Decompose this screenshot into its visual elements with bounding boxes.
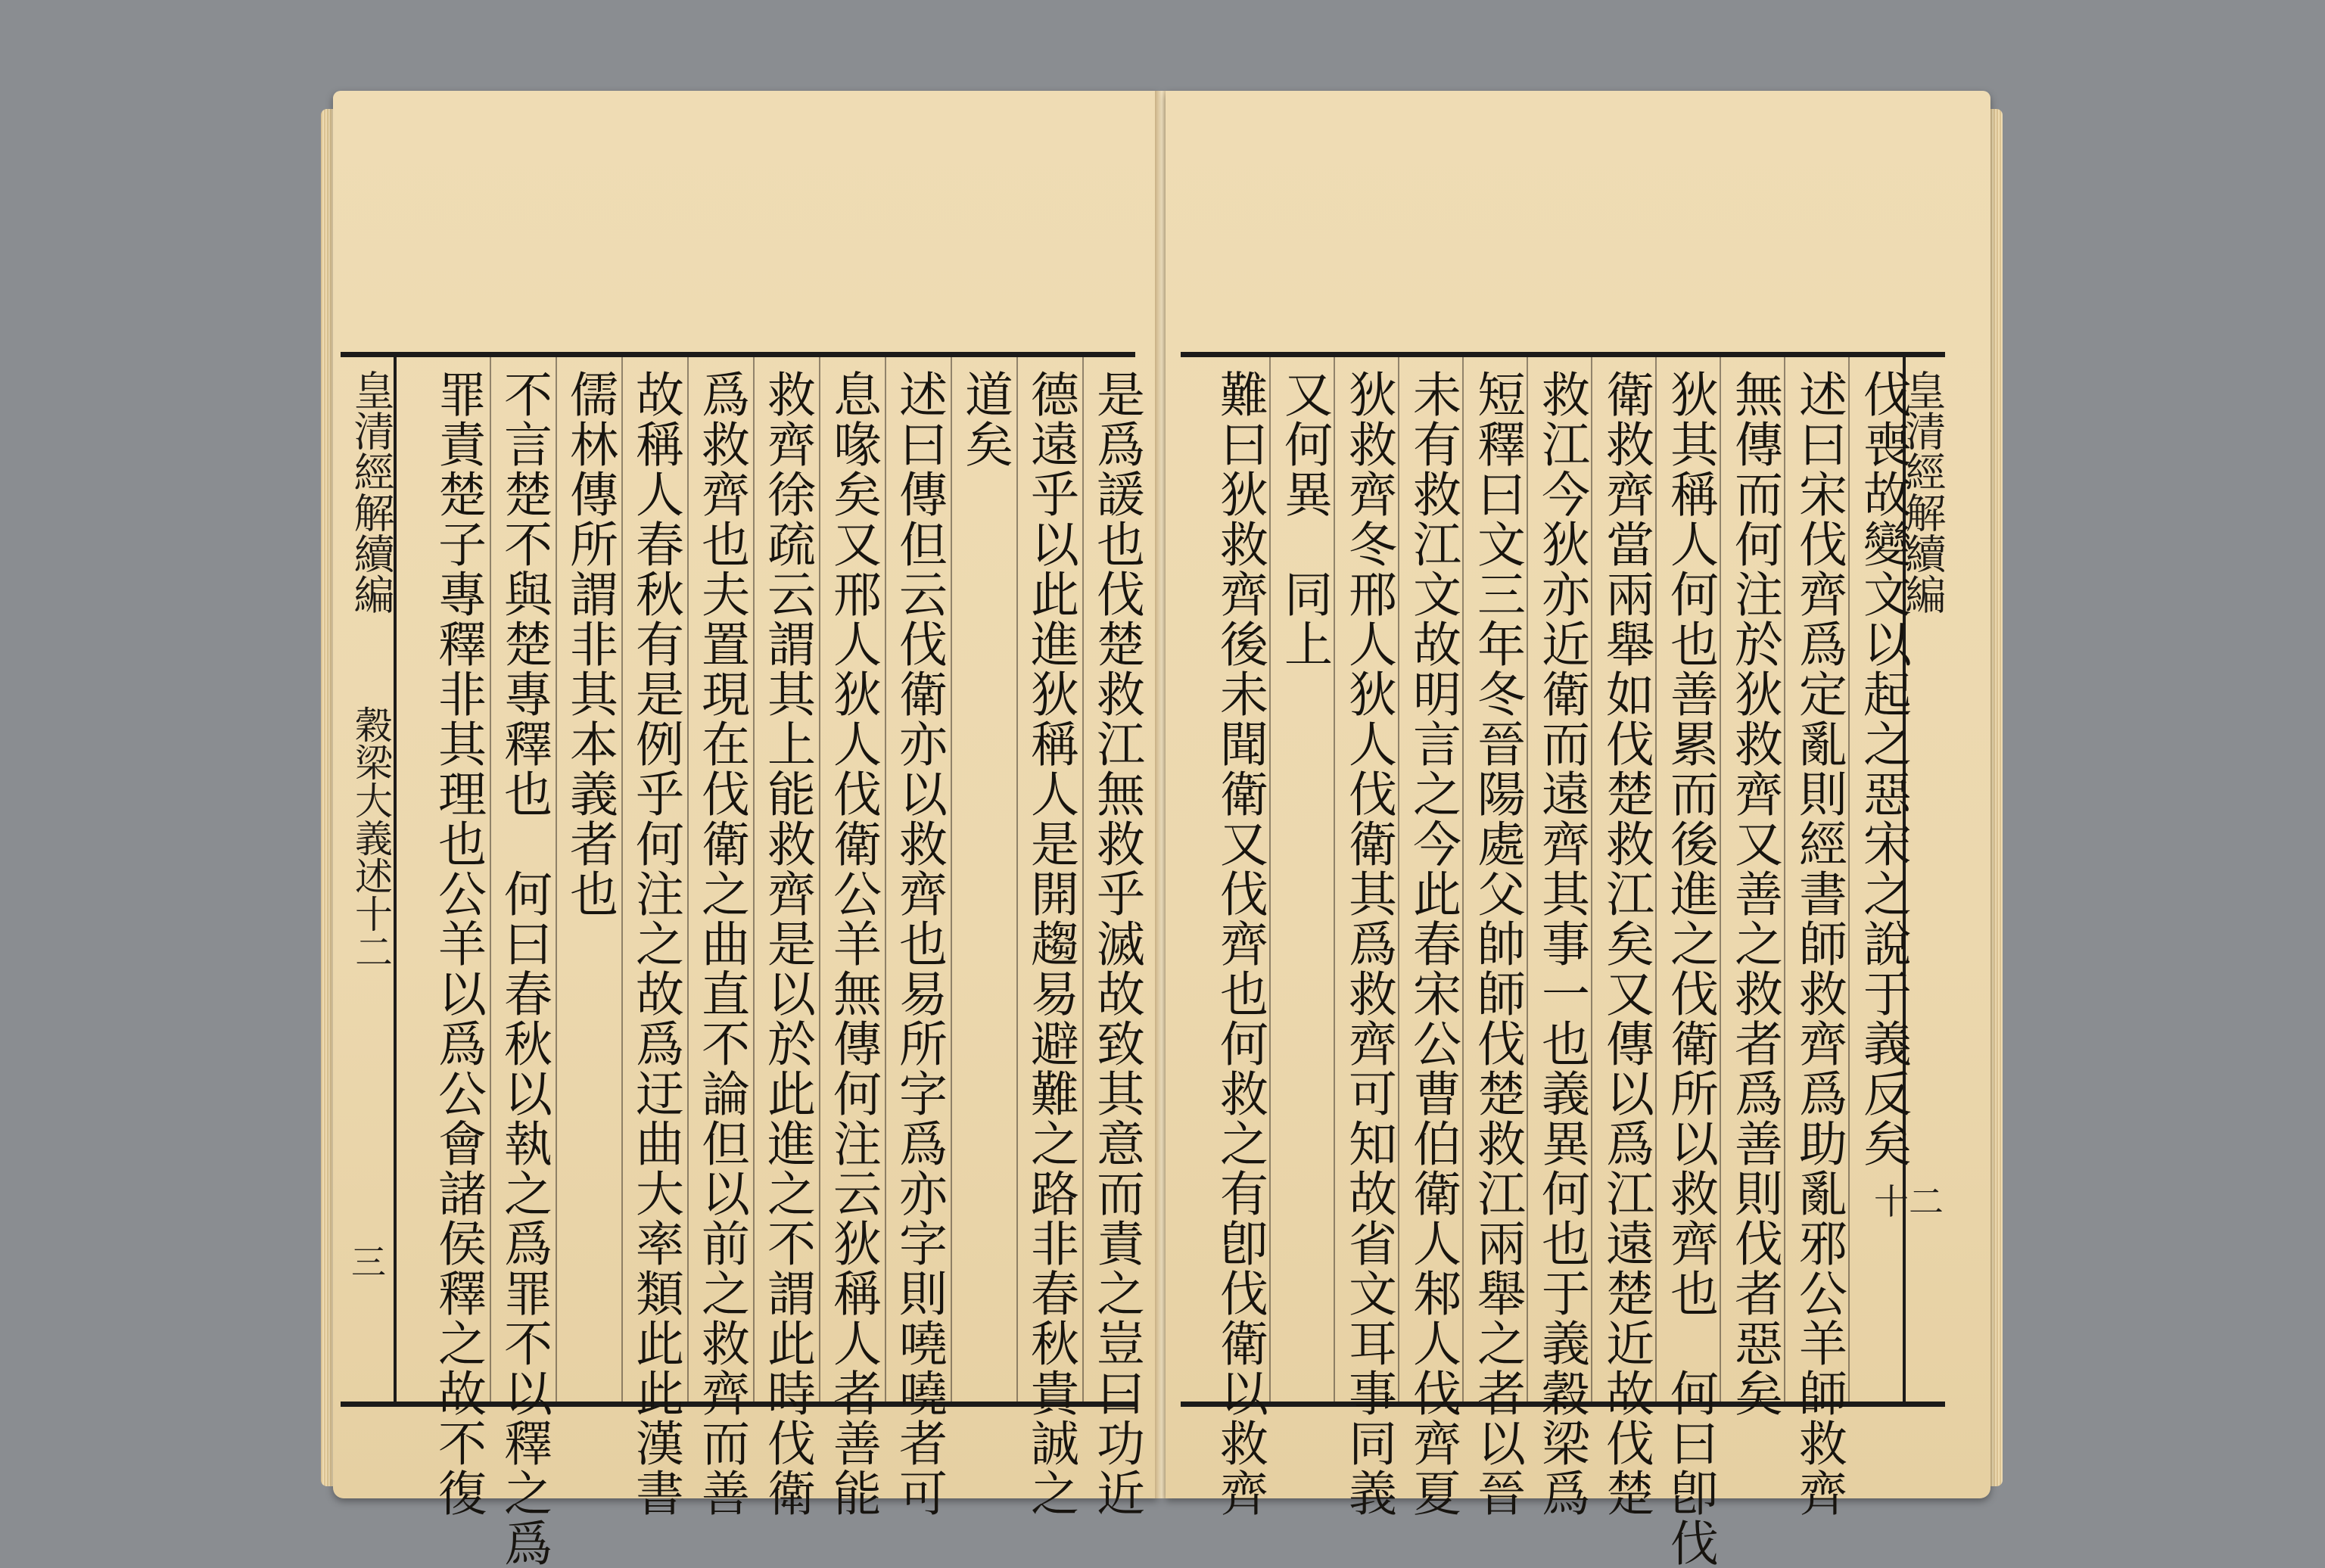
text-column: 是爲諼也伐楚救江無救乎滅故致其意而責之豈曰功近: [1088, 369, 1144, 1518]
text-column: 道矣: [957, 369, 1013, 469]
margin-leaf-number: 三: [351, 1242, 386, 1283]
text-column: 狄其稱人何也善累而後進之伐衛所以救齊也 何曰卽伐: [1662, 369, 1718, 1568]
column-rule: [1082, 357, 1084, 1402]
left-page: [333, 91, 1158, 1568]
text-column: 衛救齊當兩舉如伐楚救江矣又傳以爲江遠楚近故伐楚: [1598, 369, 1654, 1518]
text-column: 不言楚不與楚專釋也 何曰春秋以執之爲罪不以釋之爲: [496, 369, 552, 1568]
text-column: 救齊徐疏云謂其上能救齊是以於此進之不謂此時伐衛: [759, 369, 815, 1518]
text-column: 息喙矣又邢人狄人伐衛公羊無傳何注云狄稱人者善能: [825, 369, 881, 1518]
column-rule: [490, 357, 491, 1402]
column-rule: [621, 357, 623, 1402]
column-rule: [687, 357, 689, 1402]
right-page-frame: [1181, 352, 1947, 1568]
text-column: 狄救齊冬邢人狄人伐衛其爲救齊可知故省文耳事同義: [1340, 369, 1396, 1518]
margin-subtitle: 穀梁大義述十二: [349, 705, 393, 970]
column-rule: [951, 357, 952, 1402]
column-rule: [1016, 357, 1018, 1402]
text-column: 短釋曰文三年冬晉陽處父帥師伐楚救江兩舉之者以晉: [1469, 369, 1525, 1518]
text-column: 故稱人春秋有是例乎何注之故爲迂曲大率類此此漢書: [627, 369, 683, 1518]
open-book: [333, 91, 1990, 1568]
text-column: 難曰狄救齊後未聞衛又伐齊也何救之有卽伐衛以救齊: [1212, 369, 1268, 1518]
text-column: 無傳而何注於狄救齊又善之救者爲善則伐者惡矣: [1726, 369, 1782, 1418]
text-column: 述曰宋伐齊爲定亂則經書師救齊爲助亂邪公羊師救齊: [1791, 369, 1847, 1518]
text-column: 又何異 同上: [1276, 369, 1332, 669]
text-column: 救江今狄亦近衛而遠齊其事一也義異何也于義穀梁爲: [1533, 369, 1589, 1518]
margin-title: 皇清經解續編: [347, 369, 395, 614]
text-column: 爲救齊也夫置現在伐衛之曲直不論但以前之救齊而善: [693, 369, 749, 1518]
text-column: 德遠乎以此進狄稱人是開趨易避難之路非春秋貴誠之: [1022, 369, 1078, 1518]
right-page: [1166, 91, 1990, 1568]
text-column: 伐喪故變文以起之惡宋之說于義反矣: [1855, 369, 1911, 1168]
column-rule: [819, 357, 820, 1402]
left-page-frame: [341, 352, 1144, 1568]
column-rule: [753, 357, 755, 1402]
text-column: 未有救江文故明言之今此春宋公曹伯衛人邾人伐齊夏: [1405, 369, 1461, 1518]
margin-leaf-number: 十二: [1874, 1181, 1944, 1222]
column-rule: [556, 357, 557, 1402]
margin-title: 皇清經解續編: [1899, 369, 1947, 614]
text-column: 罪責楚子專釋非其理也公羊以爲公會諸侯釋之故不復: [430, 369, 486, 1518]
text-column: 儒林傳所謂非其本義者也: [562, 369, 618, 919]
text-column: 述曰傳但云伐衛亦以救齊也易所字爲亦字則嘵嘵者可: [891, 369, 947, 1518]
column-rule: [885, 357, 886, 1402]
